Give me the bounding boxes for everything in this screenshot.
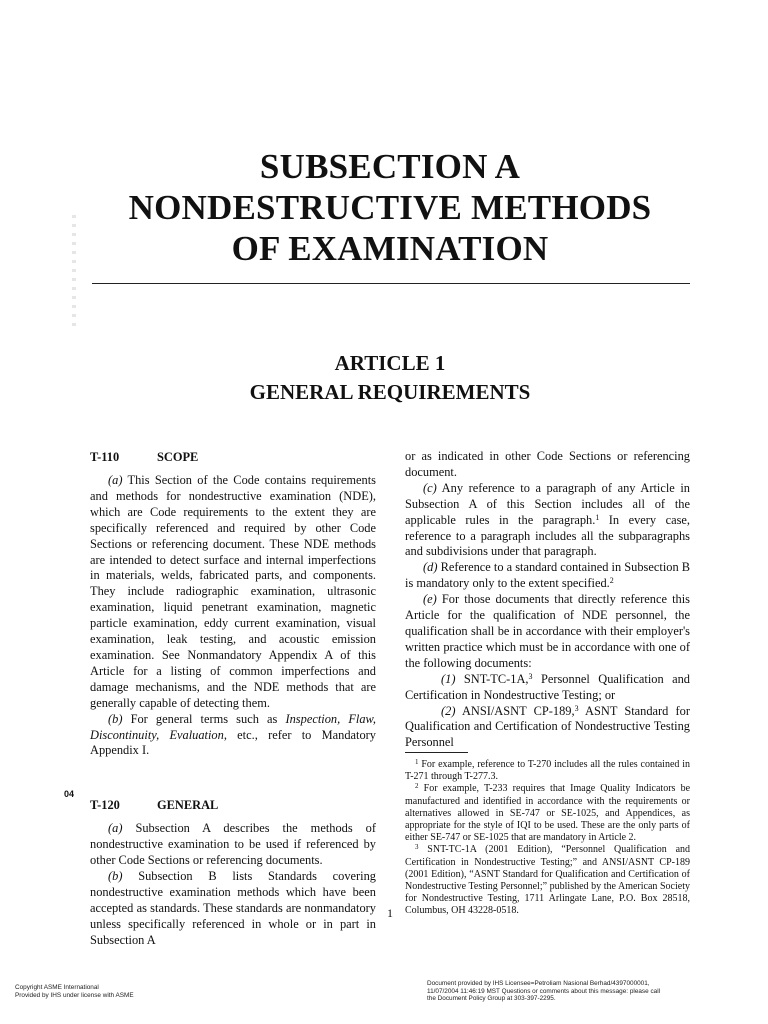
section-heading-t120 (90, 797, 376, 813)
footnote-text: For example, reference to T-270 includes all the rules contained in T-271 through T-277.3. (405, 759, 691, 783)
footnote-number: 1 (415, 758, 419, 766)
subsection-title (90, 146, 690, 269)
list-item-2 (405, 704, 690, 752)
footnote-number: 3 (415, 843, 419, 852)
footnote-3 (405, 844, 690, 917)
paragraph-t120-c (405, 481, 690, 561)
footnote-text: For example, T-233 requires that Image Quality Indicators be manufactured and identified in accordance with the requirements or alternatives allowed in SE-747 or SE-1025, and Appendices, as appropriate for the style of IQI to be used. These are the only parts of either SE-747 or SE-1025 that are mandatory in Article 2. (405, 783, 691, 844)
title-line-2: NONDESTRUCTIVE METHODS (128, 188, 652, 227)
paragraph-t120-e (405, 592, 690, 672)
list-label: (2) (441, 703, 456, 718)
title-line-3: OF EXAMINATION (231, 229, 549, 268)
defined-terms: Inspection, Flaw, Discontinuity, Evaluation (90, 711, 376, 742)
footer-line: 11/07/2004 11:46:19 MST Questions or comments about this message: please call (427, 987, 661, 995)
paragraph-label: (c) (423, 480, 437, 495)
paragraph-t120-d (405, 560, 690, 592)
section-title: SCOPE (157, 450, 199, 464)
footer-line: Copyright ASME International (15, 984, 99, 991)
paragraph-text: In every case, reference to a paragraph includes all the subparagraphs and subdivisions under that paragraph. (405, 512, 690, 559)
article-title: GENERAL REQUIREMENTS (249, 380, 531, 404)
paragraph-t120-a (90, 821, 376, 869)
list-text: ASNT Standard for Qualification and Certification of Nondestructive Testing Personnel (405, 703, 690, 750)
paragraph-text: Any reference to a paragraph of any Article in Subsection A of this Section includes all of the applicable rules in the paragraph. (405, 480, 690, 527)
paragraph-text: This Section of the Code contains requirements and methods for nondestructive examination (NDE), which are Code requirements to the extent they are specifically referenced and required by other Code Sections or referencing document. These NDE methods are intended to detect surface and internal imperfections in materials, welds, fabricated parts, and components. They include radiographic examination, ultrasonic examination, liquid penetrant examination, magnetic particle examination, eddy current examination, visual examination, leak testing, and acoustic emission examination. See Nonmandatory Appendix A of this Article for a listing of common imperfections and damage mechanisms, and the NDE methods that are generally capable of detecting them. (90, 473, 376, 710)
paragraph-label: (b) (108, 711, 123, 726)
paragraph-label: (d) (423, 560, 438, 575)
footer-line: Document provided by IHS Licensee=Petroliam Nasional Berhad/4397000001, (427, 980, 650, 987)
paragraph-text: For those documents that directly reference this Article for the qualification of NDE personnel, the qualification shall be in accordance with their employer's written practice which must be in accordance with one of the following documents: (405, 592, 690, 670)
paragraph-text: , etc., refer to Mandatory Appendix I. (90, 727, 376, 758)
footnote-1 (405, 759, 690, 783)
left-column (90, 449, 376, 949)
article-heading (90, 349, 690, 406)
footnote-ref: 3 (574, 703, 579, 713)
revision-marker: 04 (64, 789, 75, 799)
footnote-2 (405, 783, 690, 844)
article-number: ARTICLE 1 (334, 351, 446, 375)
section-number: T-110 (90, 450, 120, 464)
footer-copyright (15, 984, 265, 999)
footnote-text: SNT-TC-1A (2001 Edition), “Personnel Qualification and Certification in Nondestructive Testing;” and ANSI/ASNT CP-189 (2001 Edition), “ASNT Standard for Qualification and Certification of Nondestructive Testing Personnel;” published by the American Society for Nondestructive Testing, 1711 Arlingate Lane, P.O. Box 28518, Columbus, OH 43228-0518. (405, 844, 691, 917)
paragraph-label: (a) (108, 473, 123, 487)
list-text: Personnel Qualification and Certification in Nondestructive Testing; or (405, 671, 690, 702)
footer-license-notice (427, 980, 727, 1003)
title-line-1: SUBSECTION A (259, 147, 521, 186)
footnote-ref: 1 (595, 512, 600, 522)
paragraph-text: For general terms such as (130, 711, 286, 726)
list-text: ANSI/ASNT CP-189, (461, 703, 575, 718)
paragraph-t120-b (90, 869, 376, 949)
footnote-divider (405, 752, 468, 753)
footnote-ref: 3 (528, 671, 533, 681)
paragraph-label: (a) (108, 821, 123, 836)
list-text: SNT-TC-1A, (463, 671, 529, 686)
paragraph-label: (b) (108, 869, 123, 884)
paragraph-text: Subsection A describes the methods of nondestructive examination to be used if referenced by other Code Sections or referencing documents. (90, 821, 376, 868)
section-title: GENERAL (157, 798, 219, 813)
footnote-number: 2 (415, 782, 419, 791)
section-number: T-120 (90, 798, 120, 813)
paragraph-label: (e) (423, 592, 437, 607)
paragraph-t120-b-continued: or as indicated in other Code Sections or referencing document. (405, 449, 690, 479)
title-divider (92, 283, 690, 284)
paragraph-text: Reference to a standard contained in Subsection B is mandatory only to the extent specified. (405, 560, 691, 591)
section-heading-t110 (90, 449, 376, 465)
list-item-1 (405, 672, 690, 704)
scan-edge-mark (72, 215, 76, 330)
footnotes (405, 759, 690, 918)
footnote-ref: 2 (609, 576, 614, 586)
paragraph-text: Subsection B lists Standards covering nondestructive examination methods which have been accepted as standards. These standards are nonmandatory unless specifically referenced in whole or in part in Subsection A (90, 869, 376, 947)
footer-line: Provided by IHS under license with ASME (15, 991, 134, 999)
list-label: (1) (441, 671, 456, 686)
paragraph-t110-b (90, 712, 376, 760)
footer-line: the Document Policy Group at 303-397-2295. (427, 995, 556, 1003)
page-number: 1 (387, 906, 393, 920)
right-column (405, 449, 690, 751)
paragraph-t110-a (90, 473, 376, 712)
